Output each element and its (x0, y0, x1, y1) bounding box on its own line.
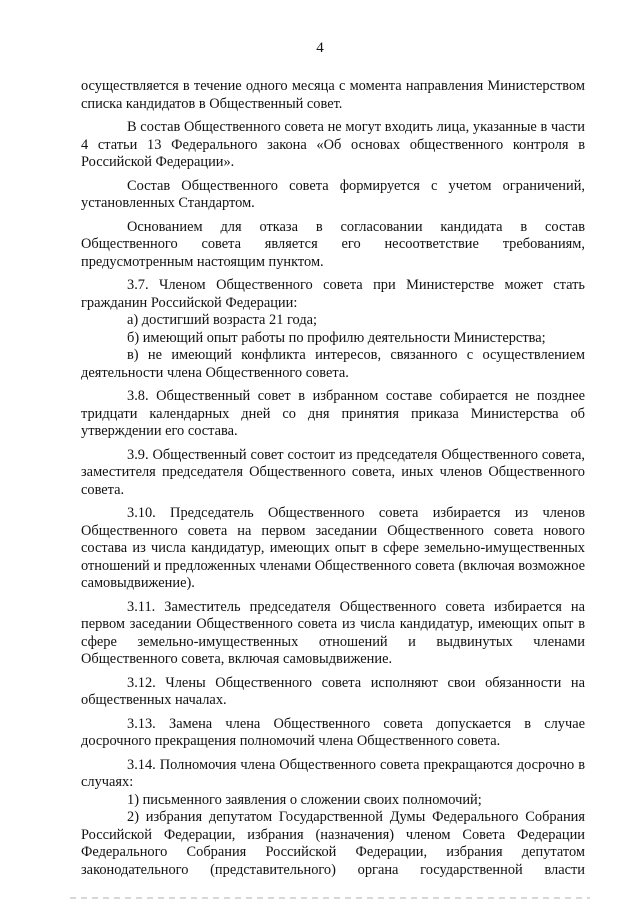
clause-3-13: 3.13. Замена члена Общественного совета допускается в случае досрочного прекращения полномочий члена Общественного совета. (81, 715, 585, 749)
clause-3-14-item-1: 1) письменного заявления о сложении своих полномочий; (127, 791, 482, 808)
clause-3-7-item-a: а) достигший возраста 21 года; (127, 312, 318, 328)
paragraph-continuation: осуществляется в течение одного месяца с момента направления Министерством списка кандидатов в Общественный совет. (81, 78, 585, 112)
paragraph-composition-restriction: В состав Общественного совета не могут входить лица, указанные в части 4 статьи 13 Федерального закона «Об основах общественного контроля в Российской Федерации». (81, 119, 585, 170)
clause-3-11: 3.11. Заместитель председателя Общественного совета избирается на первом заседании Общественного совета из числа кандидатур, имеющих опыт в сфере земельно-имущественных отношений и выдвинутых членами Общественного совета, включая самовыдвижение. (81, 598, 585, 667)
paragraph-refusal-grounds: Основанием для отказа в согласовании кандидата в состав Общественного совета является его несоответствие требованиям, предусмотренным настоящим пунктом. (81, 218, 585, 270)
clause-3-14: 3.14. Полномочия члена Общественного совета прекращаются досрочно в случаях: (81, 756, 585, 790)
clause-3-9: 3.9. Общественный совет состоит из председателя Общественного совета, заместителя председателя Общественного совета, иных членов Общественного совета. (81, 446, 585, 498)
clause-3-7-item-c: в) не имеющий конфликта интересов, связанного с осуществлением деятельности члена Общественного совета. (81, 347, 585, 381)
clause-3-8: 3.8. Общественный совет в избранном составе собирается не позднее тридцати календарных дней со дня принятия приказа Министерства об утверждении его состава. (81, 388, 585, 439)
paragraph-standard-limits: Состав Общественного совета формируется с учетом ограничений, установленных Стандартом. (81, 177, 585, 211)
clause-3-14-item-2: 2) избрания депутатом Государственной Думы Федерального Собрания Российской Федерации, избрания (назначения) членом Совета Федерации Федерального Собрания Российской Федерации, избрания депутатом законодательного (представительного) органа государственной власти (81, 809, 585, 878)
scan-bottom-edge (70, 897, 590, 899)
document-body (81, 78, 585, 885)
clause-3-7: 3.7. Членом Общественного совета при Министерстве может стать гражданин Российской Федерации: (81, 277, 585, 311)
clause-3-7-item-b: б) имеющий опыт работы по профилю деятельности Министерства; (127, 329, 546, 346)
page-number: 4 (316, 40, 324, 56)
clause-3-12: 3.12. Члены Общественного совета исполняют свои обязанности на общественных началах. (81, 674, 585, 708)
clause-3-10: 3.10. Председатель Общественного совета избирается из членов Общественного совета на первом заседании Общественного совета нового состава из числа кандидатур, имеющих опыт в сфере земельно-имущественных отношений и предложенных членами Общественного совета (включая возможное самовыдвижение). (81, 505, 585, 591)
